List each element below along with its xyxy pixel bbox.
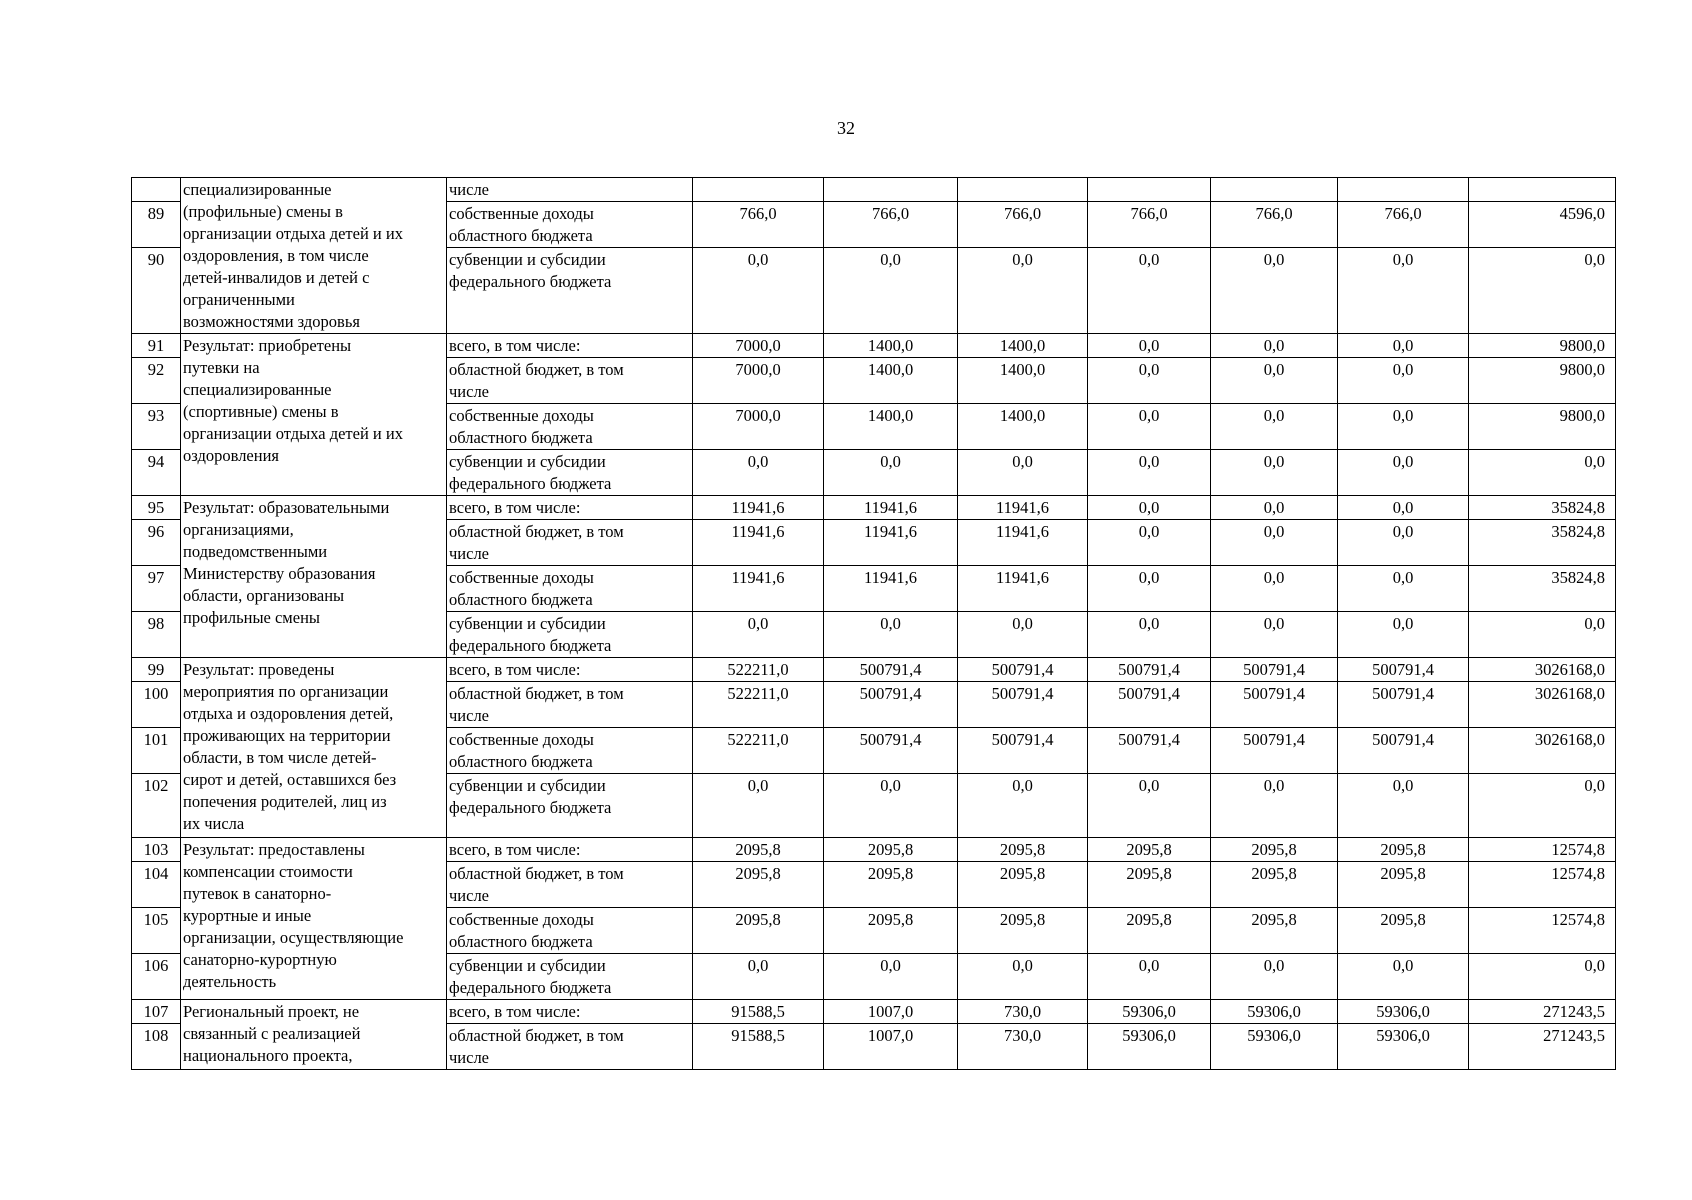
year-value-cell: 1400,0 — [958, 358, 1088, 404]
item-name-line: сирот и детей, оставшихся без — [183, 770, 397, 789]
year-value-cell: 0,0 — [1338, 496, 1469, 520]
year-value-cell: 0,0 — [1211, 612, 1338, 658]
year-value-cell: 59306,0 — [1338, 1024, 1469, 1070]
funding-source-line: всего, в том числе: — [449, 840, 581, 859]
year-value-cell: 2095,8 — [958, 908, 1088, 954]
year-value-cell: 2095,8 — [958, 862, 1088, 908]
item-name-line: Министерству образования — [183, 564, 376, 583]
row-number: 96 — [132, 520, 181, 566]
funding-source-line: всего, в том числе: — [449, 336, 581, 355]
year-value-cell: 0,0 — [1338, 248, 1469, 334]
funding-source-line: собственные доходы — [449, 568, 594, 587]
funding-source-line: областной бюджет, в том — [449, 1026, 624, 1045]
year-value-cell: 2095,8 — [1211, 838, 1338, 862]
year-value-cell: 0,0 — [958, 954, 1088, 1000]
item-name-line: области, организованы — [183, 586, 345, 605]
year-value-cell: 2095,8 — [1338, 838, 1469, 862]
row-number: 90 — [132, 248, 181, 334]
item-name-line: организации отдыха детей и их — [183, 224, 403, 243]
year-value-cell: 0,0 — [693, 450, 824, 496]
year-value-cell: 766,0 — [693, 202, 824, 248]
year-value-cell: 0,0 — [824, 954, 958, 1000]
year-value-cell: 1007,0 — [824, 1000, 958, 1024]
table-body — [132, 178, 1616, 1070]
total-value-cell — [1469, 178, 1616, 202]
year-value-cell: 2095,8 — [1088, 908, 1211, 954]
year-value-cell: 0,0 — [1338, 954, 1469, 1000]
year-value-cell: 0,0 — [1211, 496, 1338, 520]
total-value-cell: 4596,0 — [1469, 202, 1616, 248]
table-row — [132, 838, 1616, 862]
year-value-cell: 500791,4 — [1338, 728, 1469, 774]
table-row — [132, 658, 1616, 682]
funding-source-line: областной бюджет, в том — [449, 864, 624, 883]
row-number: 102 — [132, 774, 181, 838]
funding-source-cell — [447, 450, 693, 496]
year-value-cell: 0,0 — [693, 248, 824, 334]
year-value-cell: 2095,8 — [1338, 908, 1469, 954]
total-value-cell: 12574,8 — [1469, 908, 1616, 954]
year-value-cell: 11941,6 — [958, 520, 1088, 566]
year-value-cell: 0,0 — [824, 450, 958, 496]
item-name-line: их числа — [183, 814, 245, 833]
row-number: 105 — [132, 908, 181, 954]
funding-source-line: федерального бюджета — [449, 798, 612, 817]
year-value-cell: 2095,8 — [1211, 862, 1338, 908]
item-name-line: специализированные — [183, 380, 332, 399]
total-value-cell: 0,0 — [1469, 954, 1616, 1000]
year-value-cell: 91588,5 — [693, 1024, 824, 1070]
year-value-cell: 59306,0 — [1088, 1024, 1211, 1070]
total-value-cell: 12574,8 — [1469, 862, 1616, 908]
item-name-line: санаторно-курортную — [183, 950, 337, 969]
total-value-cell: 0,0 — [1469, 774, 1616, 838]
year-value-cell: 2095,8 — [1088, 862, 1211, 908]
year-value-cell: 500791,4 — [1088, 682, 1211, 728]
year-value-cell: 11941,6 — [693, 496, 824, 520]
funding-source-line: субвенции и субсидии — [449, 452, 606, 471]
year-value-cell: 0,0 — [1088, 358, 1211, 404]
funding-source-cell — [447, 658, 693, 682]
year-value-cell — [1088, 178, 1211, 202]
total-value-cell: 35824,8 — [1469, 496, 1616, 520]
year-value-cell — [1338, 178, 1469, 202]
funding-source-cell — [447, 728, 693, 774]
item-name-line: (профильные) смены в — [183, 202, 343, 221]
total-value-cell: 0,0 — [1469, 612, 1616, 658]
year-value-cell: 11941,6 — [824, 520, 958, 566]
funding-source-line: всего, в том числе: — [449, 660, 581, 679]
funding-source-cell — [447, 202, 693, 248]
year-value-cell: 2095,8 — [1088, 838, 1211, 862]
year-value-cell: 766,0 — [1088, 202, 1211, 248]
item-name-line: Результат: предоставлены — [183, 840, 365, 859]
year-value-cell: 500791,4 — [1211, 728, 1338, 774]
row-number: 93 — [132, 404, 181, 450]
year-value-cell: 766,0 — [1211, 202, 1338, 248]
year-value-cell: 0,0 — [1338, 566, 1469, 612]
year-value-cell: 0,0 — [958, 612, 1088, 658]
item-name-line: оздоровления — [183, 446, 279, 465]
year-value-cell: 500791,4 — [1088, 658, 1211, 682]
table-row — [132, 334, 1616, 358]
year-value-cell: 2095,8 — [824, 862, 958, 908]
item-name-cell — [181, 496, 447, 658]
year-value-cell: 2095,8 — [1338, 862, 1469, 908]
row-number: 106 — [132, 954, 181, 1000]
item-name-line: детей-инвалидов и детей с — [183, 268, 370, 287]
year-value-cell: 2095,8 — [693, 908, 824, 954]
year-value-cell: 500791,4 — [958, 658, 1088, 682]
year-value-cell: 0,0 — [693, 612, 824, 658]
year-value-cell: 500791,4 — [1338, 682, 1469, 728]
year-value-cell: 1007,0 — [824, 1024, 958, 1070]
year-value-cell: 11941,6 — [693, 520, 824, 566]
total-value-cell: 9800,0 — [1469, 358, 1616, 404]
year-value-cell: 7000,0 — [693, 334, 824, 358]
row-number: 103 — [132, 838, 181, 862]
year-value-cell: 2095,8 — [824, 908, 958, 954]
item-name-line: организации, осуществляющие — [183, 928, 404, 947]
year-value-cell: 11941,6 — [958, 496, 1088, 520]
year-value-cell: 0,0 — [1088, 612, 1211, 658]
year-value-cell: 0,0 — [958, 774, 1088, 838]
funding-source-cell — [447, 1024, 693, 1070]
item-name-line: путевок в санаторно- — [183, 884, 332, 903]
total-value-cell: 271243,5 — [1469, 1024, 1616, 1070]
year-value-cell: 0,0 — [1088, 496, 1211, 520]
funding-source-line: собственные доходы — [449, 730, 594, 749]
funding-source-line: областного бюджета — [449, 752, 593, 771]
year-value-cell: 500791,4 — [1211, 682, 1338, 728]
row-number: 107 — [132, 1000, 181, 1024]
funding-source-cell — [447, 954, 693, 1000]
year-value-cell: 59306,0 — [1211, 1000, 1338, 1024]
year-value-cell: 500791,4 — [824, 682, 958, 728]
row-number: 92 — [132, 358, 181, 404]
total-value-cell: 3026168,0 — [1469, 658, 1616, 682]
row-number: 108 — [132, 1024, 181, 1070]
funding-source-line: числе — [449, 1048, 490, 1067]
year-value-cell: 0,0 — [1088, 334, 1211, 358]
item-name-line: организациями, — [183, 520, 294, 539]
year-value-cell: 7000,0 — [693, 404, 824, 450]
budget-table — [131, 177, 1616, 1070]
funding-source-line: субвенции и субсидии — [449, 250, 606, 270]
year-value-cell: 500791,4 — [824, 728, 958, 774]
table-row — [132, 1000, 1616, 1024]
table-row — [132, 178, 1616, 202]
item-name-line: компенсации стоимости — [183, 862, 353, 881]
item-name-cell — [181, 658, 447, 838]
year-value-cell: 500791,4 — [958, 682, 1088, 728]
funding-source-cell — [447, 178, 693, 202]
year-value-cell — [693, 178, 824, 202]
year-value-cell: 730,0 — [958, 1024, 1088, 1070]
year-value-cell: 7000,0 — [693, 358, 824, 404]
total-value-cell: 0,0 — [1469, 450, 1616, 496]
year-value-cell: 766,0 — [958, 202, 1088, 248]
funding-source-line: собственные доходы — [449, 204, 594, 224]
year-value-cell: 0,0 — [1211, 358, 1338, 404]
year-value-cell: 0,0 — [1211, 404, 1338, 450]
year-value-cell: 2095,8 — [1211, 908, 1338, 954]
funding-source-line: числе — [449, 544, 490, 563]
year-value-cell: 766,0 — [824, 202, 958, 248]
funding-source-line: областного бюджета — [449, 932, 593, 951]
funding-source-line: субвенции и субсидии — [449, 956, 606, 975]
total-value-cell: 3026168,0 — [1469, 682, 1616, 728]
total-value-cell: 0,0 — [1469, 248, 1616, 334]
year-value-cell: 0,0 — [1338, 774, 1469, 838]
year-value-cell: 1400,0 — [824, 334, 958, 358]
item-name-line: ограниченными — [183, 290, 295, 309]
year-value-cell: 2095,8 — [958, 838, 1088, 862]
year-value-cell: 1400,0 — [958, 334, 1088, 358]
item-name-line: Региональный проект, не — [183, 1002, 360, 1021]
item-name-line: курортные и иные — [183, 906, 312, 925]
funding-source-cell — [447, 612, 693, 658]
table-row — [132, 496, 1616, 520]
row-number: 104 — [132, 862, 181, 908]
funding-source-cell — [447, 774, 693, 838]
total-value-cell: 9800,0 — [1469, 404, 1616, 450]
item-name-line: отдыха и оздоровления детей, — [183, 704, 394, 723]
item-name-line: специализированные — [183, 180, 332, 199]
total-value-cell: 3026168,0 — [1469, 728, 1616, 774]
funding-source-line: числе — [449, 382, 490, 401]
funding-source-line: областного бюджета — [449, 590, 593, 609]
funding-source-cell — [447, 566, 693, 612]
row-number — [132, 178, 181, 202]
funding-source-line: числе — [449, 706, 490, 725]
item-name-line: Результат: проведены — [183, 660, 335, 679]
item-name-line: национального проекта, — [183, 1046, 353, 1065]
year-value-cell: 730,0 — [958, 1000, 1088, 1024]
funding-source-cell — [447, 496, 693, 520]
total-value-cell: 35824,8 — [1469, 520, 1616, 566]
row-number: 91 — [132, 334, 181, 358]
year-value-cell: 0,0 — [1088, 954, 1211, 1000]
item-name-line: Результат: образовательными — [183, 498, 390, 517]
year-value-cell: 500791,4 — [824, 658, 958, 682]
row-number: 99 — [132, 658, 181, 682]
item-name-cell — [181, 178, 447, 334]
year-value-cell: 1400,0 — [958, 404, 1088, 450]
year-value-cell: 0,0 — [824, 774, 958, 838]
funding-source-line: всего, в том числе: — [449, 1002, 581, 1021]
row-number: 100 — [132, 682, 181, 728]
funding-source-line: федерального бюджета — [449, 474, 612, 493]
year-value-cell: 0,0 — [1211, 334, 1338, 358]
year-value-cell: 0,0 — [1088, 450, 1211, 496]
item-name-line: профильные смены — [183, 608, 320, 627]
year-value-cell: 500791,4 — [1211, 658, 1338, 682]
funding-source-line: областной бюджет, в том — [449, 360, 624, 379]
total-value-cell: 271243,5 — [1469, 1000, 1616, 1024]
item-name-cell — [181, 334, 447, 496]
year-value-cell: 500791,4 — [1088, 728, 1211, 774]
funding-source-line: областной бюджет, в том — [449, 522, 624, 541]
year-value-cell: 1400,0 — [824, 358, 958, 404]
item-name-line: связанный с реализацией — [183, 1024, 361, 1043]
funding-source-line: областной бюджет, в том — [449, 684, 624, 703]
funding-source-line: собственные доходы — [449, 910, 594, 929]
year-value-cell: 0,0 — [1338, 358, 1469, 404]
year-value-cell: 522211,0 — [693, 658, 824, 682]
year-value-cell: 0,0 — [1338, 520, 1469, 566]
year-value-cell: 0,0 — [958, 248, 1088, 334]
year-value-cell: 0,0 — [1211, 954, 1338, 1000]
funding-source-line: федерального бюджета — [449, 272, 612, 292]
item-name-line: (спортивные) смены в — [183, 402, 339, 421]
year-value-cell — [1211, 178, 1338, 202]
item-name-line: проживающих на территории — [183, 726, 391, 745]
funding-source-line: областного бюджета — [449, 226, 593, 246]
year-value-cell: 766,0 — [1338, 202, 1469, 248]
row-number: 89 — [132, 202, 181, 248]
year-value-cell: 1400,0 — [824, 404, 958, 450]
funding-source-cell — [447, 862, 693, 908]
year-value-cell: 2095,8 — [824, 838, 958, 862]
funding-source-cell — [447, 682, 693, 728]
item-name-line: возможностями здоровья — [183, 312, 360, 331]
year-value-cell: 0,0 — [1088, 774, 1211, 838]
year-value-cell: 0,0 — [1211, 520, 1338, 566]
year-value-cell: 2095,8 — [693, 838, 824, 862]
year-value-cell: 0,0 — [824, 248, 958, 334]
year-value-cell: 500791,4 — [1338, 658, 1469, 682]
year-value-cell: 11941,6 — [824, 496, 958, 520]
funding-source-line: собственные доходы — [449, 406, 594, 425]
item-name-line: подведомственными — [183, 542, 328, 561]
year-value-cell — [824, 178, 958, 202]
item-name-line: попечения родителей, лиц из — [183, 792, 387, 811]
funding-source-cell — [447, 838, 693, 862]
year-value-cell: 0,0 — [1338, 404, 1469, 450]
row-number: 98 — [132, 612, 181, 658]
funding-source-line: субвенции и субсидии — [449, 776, 606, 795]
funding-source-cell — [447, 908, 693, 954]
item-name-line: деятельность — [183, 972, 277, 991]
funding-source-cell — [447, 1000, 693, 1024]
funding-source-cell — [447, 334, 693, 358]
funding-source-line: всего, в том числе: — [449, 498, 581, 517]
year-value-cell: 500791,4 — [958, 728, 1088, 774]
year-value-cell: 0,0 — [1088, 566, 1211, 612]
funding-source-cell — [447, 358, 693, 404]
year-value-cell: 0,0 — [693, 774, 824, 838]
year-value-cell: 59306,0 — [1088, 1000, 1211, 1024]
year-value-cell: 0,0 — [958, 450, 1088, 496]
funding-source-line: субвенции и субсидии — [449, 614, 606, 633]
year-value-cell: 0,0 — [824, 612, 958, 658]
year-value-cell: 0,0 — [1211, 248, 1338, 334]
item-name-line: мероприятия по организации — [183, 682, 389, 701]
year-value-cell: 11941,6 — [824, 566, 958, 612]
funding-source-line: числе — [449, 886, 490, 905]
item-name-line: путевки на — [183, 358, 260, 377]
row-number: 101 — [132, 728, 181, 774]
year-value-cell: 0,0 — [693, 954, 824, 1000]
year-value-cell: 522211,0 — [693, 728, 824, 774]
year-value-cell: 2095,8 — [693, 862, 824, 908]
item-name-cell — [181, 1000, 447, 1070]
funding-source-line: областного бюджета — [449, 428, 593, 447]
funding-source-cell — [447, 248, 693, 334]
year-value-cell: 91588,5 — [693, 1000, 824, 1024]
row-number: 97 — [132, 566, 181, 612]
page-number: 32 — [837, 118, 855, 138]
year-value-cell: 0,0 — [1211, 774, 1338, 838]
item-name-line: Результат: приобретены — [183, 336, 352, 355]
funding-source-line: федерального бюджета — [449, 636, 612, 655]
year-value-cell: 11941,6 — [958, 566, 1088, 612]
year-value-cell: 0,0 — [1088, 520, 1211, 566]
row-number: 95 — [132, 496, 181, 520]
funding-source-cell — [447, 520, 693, 566]
year-value-cell — [958, 178, 1088, 202]
funding-source-line: федерального бюджета — [449, 978, 612, 997]
year-value-cell: 59306,0 — [1211, 1024, 1338, 1070]
total-value-cell: 35824,8 — [1469, 566, 1616, 612]
total-value-cell: 9800,0 — [1469, 334, 1616, 358]
year-value-cell: 522211,0 — [693, 682, 824, 728]
year-value-cell: 11941,6 — [693, 566, 824, 612]
year-value-cell: 0,0 — [1088, 404, 1211, 450]
year-value-cell: 0,0 — [1338, 450, 1469, 496]
item-name-cell — [181, 838, 447, 1000]
item-name-line: организации отдыха детей и их — [183, 424, 403, 443]
year-value-cell: 59306,0 — [1338, 1000, 1469, 1024]
funding-source-cell — [447, 404, 693, 450]
row-number: 94 — [132, 450, 181, 496]
item-name-line: области, в том числе детей- — [183, 748, 377, 767]
total-value-cell: 12574,8 — [1469, 838, 1616, 862]
year-value-cell: 0,0 — [1338, 334, 1469, 358]
item-name-line: оздоровления, в том числе — [183, 246, 369, 265]
year-value-cell: 0,0 — [1088, 248, 1211, 334]
year-value-cell: 0,0 — [1338, 612, 1469, 658]
year-value-cell: 0,0 — [1211, 450, 1338, 496]
year-value-cell: 0,0 — [1211, 566, 1338, 612]
funding-source-line: числе — [449, 180, 490, 199]
